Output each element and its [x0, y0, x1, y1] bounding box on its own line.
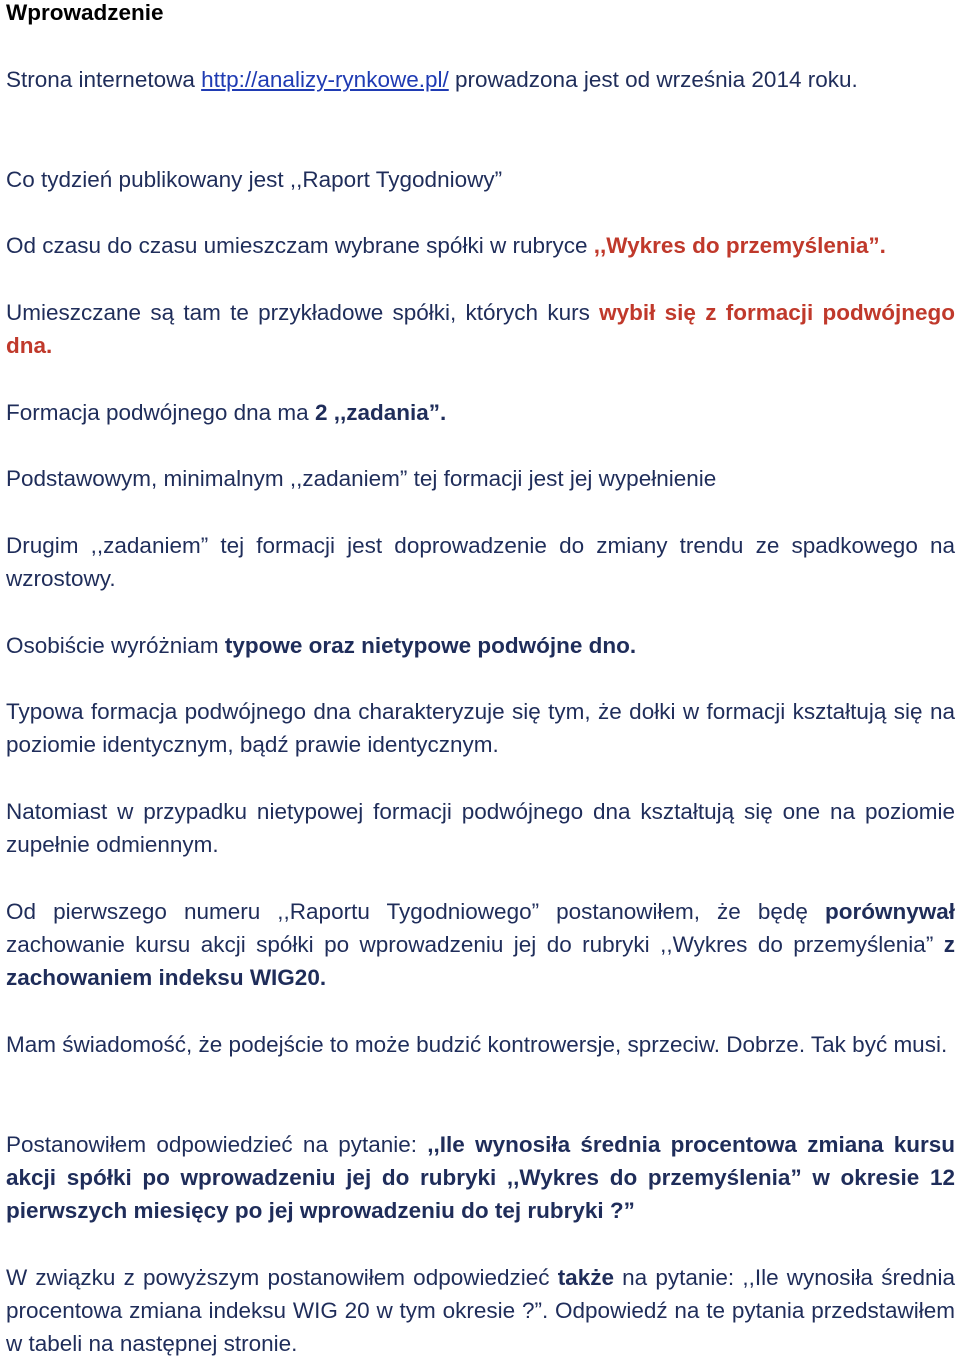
paragraph-wig20-text-a: W związku z powyższym postanowiłem odpowiedzieć — [6, 1265, 558, 1290]
paragraph-comparison — [6, 895, 955, 994]
comparison-bold-verb: porównywał — [824, 899, 955, 924]
paragraph-distinction-text: Osobiście wyróżniam — [6, 633, 225, 658]
paragraph-weekly-report: Co tydzień publikowany jest ,,Raport Tygodniowy” — [6, 167, 503, 192]
paragraph-chart-section-text: Od czasu do czasu umieszczam wybrane spółki w rubryce — [6, 233, 594, 258]
paragraph-website — [6, 63, 955, 96]
paragraph-atypical: Natomiast w przypadku nietypowej formacji podwójnego dna kształtują się one na poziomie zupełnie odmiennym. — [6, 799, 955, 857]
paragraph-typical: Typowa formacja podwójnego dna charakteryzuje się tym, że dołki w formacji kształtują się na poziomie identycznym, bądź prawie identycznym. — [6, 699, 955, 757]
paragraph-second-task: Drugim ,,zadaniem” tej formacji jest doprowadzenie do zmiany trendu ze spadkowego na wzrostowy. — [6, 533, 955, 591]
paragraph-breakout — [6, 296, 955, 362]
paragraph-chart-section — [6, 229, 955, 262]
paragraph-breakout-text: Umieszczane są tam te przykładowe spółki, których kurs — [6, 300, 600, 325]
distinction-bold: typowe oraz nietypowe podwójne dno. — [224, 633, 637, 658]
comparison-bold-index: z zachowaniem indeksu WIG20. — [6, 932, 955, 990]
paragraph-website-text: Strona internetowa — [6, 67, 202, 92]
document-heading: Wprowadzenie — [6, 0, 164, 25]
paragraph-controversy: Mam świadomość, że podejście to może budzić kontrowersje, sprzeciw. Dobrze. Tak być musi. — [6, 1032, 948, 1057]
question-bold: ,,Ile wynosiła średnia procentowa zmiana kursu akcji spółki po wprowadzeniu jej do rubryki ,,Wykres do przemyślenia” w okresie 12 pierwszych miesięcy po jej wprowadzeniu do tej rubryki ?” — [6, 1132, 956, 1223]
chart-section-name: ,,Wykres do przemyślenia”. — [593, 233, 886, 258]
paragraph-comparison-text-a: Od pierwszego numeru ,,Raportu Tygodniowego” postanowiłem, że będę — [6, 899, 825, 924]
paragraph-question — [6, 1128, 955, 1227]
paragraph-comparison-text-c: zachowanie kursu akcji spółki po wprowadzeniu jej do rubryki ,,Wykres do przemyślenia” — [6, 932, 944, 957]
paragraph-wig20-question — [6, 1261, 955, 1360]
breakout-highlight: wybił się z formacji podwójnego dna. — [6, 300, 956, 358]
paragraph-distinction — [6, 629, 955, 662]
wig20-bold-also: także — [557, 1265, 614, 1290]
paragraph-formation-tasks-text: Formacja podwójnego dna ma — [6, 400, 315, 425]
website-link[interactable]: http://analizy-rynkowe.pl/ — [201, 67, 449, 92]
formation-tasks-count: 2 ,,zadania”. — [314, 400, 447, 425]
paragraph-wig20-text-c: na pytanie: ,,Ile wynosiła średnia procentowa zmiana indeksu WIG 20 w tym okresie ?”. Odpowiedź na te pytania przedstawiłem w tabeli na następnej stronie. — [6, 1265, 955, 1356]
paragraph-formation-tasks — [6, 396, 955, 429]
paragraph-first-task: Podstawowym, minimalnym ,,zadaniem” tej formacji jest jej wypełnienie — [6, 466, 717, 491]
paragraph-question-text: Postanowiłem odpowiedzieć na pytanie: — [6, 1132, 428, 1157]
paragraph-website-text-end: prowadzona jest od września 2014 roku. — [448, 67, 858, 92]
